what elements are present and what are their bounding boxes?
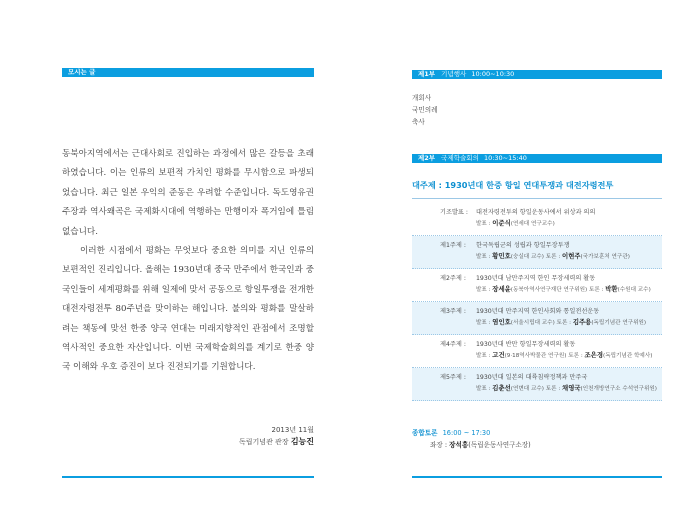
part1-header-bar	[412, 70, 662, 79]
part1-title: 기념행사	[441, 70, 467, 78]
greeting-paragraph-2: 이러한 시점에서 평화는 무엇보다 중요한 의미를 지닌 인류의 보편적인 진리입니다. 올해는 1930년대 중국 만주에서 한국인과 중국인들이 세계평화를 위해 일제에 맞서 공동으로 항일투쟁을 전개한 대전자령전투 80주년을 맞이하는 해입니다. 불의와 평화를 말살하려는 책동에 맞선 한중 양국 연대는 미래지향적인 관점에서 조명할 역사적인 중요한 자산입니다. 이번 국제학술회의를 계기로 한중 양국 이해와 우호 증진이 보다 진전되기를 기원합니다.	[62, 246, 314, 373]
session-label: 제1주제 :	[440, 242, 466, 249]
conference-main-theme: 대주제 : 1930년대 한중 항일 연대투쟁과 대전자령전투	[412, 180, 614, 190]
closing-chair: 좌장 : 장석흥(독립운동사연구소장)	[430, 441, 531, 449]
presenter-name: 김춘선	[492, 384, 511, 392]
session-topic: 대전자령전투의 항일운동사에서 위상과 의의	[476, 209, 596, 216]
chair-name: 장석흥	[449, 441, 469, 449]
discussant-name: 김주용	[572, 318, 592, 326]
session-row	[412, 335, 662, 368]
signature-block	[239, 436, 314, 447]
discussant-name: 이현주	[562, 252, 581, 260]
ceremony-list	[412, 92, 437, 128]
session-credits: 발표 : 염인호(서울시립대 교수) 토론 : 김주용(독립기념관 연구위원)	[476, 318, 647, 326]
session-topic: 1930년대 일본의 대륙침략정책과 만주국	[476, 374, 588, 381]
session-label: 제3주제 :	[440, 308, 466, 315]
session-row	[412, 302, 662, 335]
ceremony-item: 국민의례	[412, 106, 438, 114]
session-label: 제4주제 :	[440, 341, 466, 348]
right-bottom-rule	[412, 476, 662, 478]
closing-time: 16:00 ~ 17:30	[442, 429, 491, 437]
session-topic: 1930년대 남만주지역 한인 무장세력의 활동	[476, 275, 596, 282]
session-topic: 1930년대 반만 항일무장세력의 활동	[476, 341, 576, 348]
part2-label: 제2부	[418, 154, 436, 162]
signature-date: 2013년 11월	[271, 426, 314, 434]
greeting-header: 모시는 글	[68, 68, 96, 76]
session-label: 기조발표 :	[440, 209, 468, 216]
part2-header-bar	[412, 154, 662, 163]
presenter-name: 염인호	[492, 318, 511, 326]
session-topic: 한국독립군의 성립과 항일무장투쟁	[476, 242, 570, 249]
left-bottom-rule	[62, 476, 314, 478]
part2-time: 10:30~15:40	[483, 154, 527, 162]
session-label: 제2주제 :	[440, 275, 466, 282]
ceremony-item: 개회사	[412, 94, 432, 102]
session-label: 제5주제 :	[440, 374, 466, 381]
session-row	[412, 269, 662, 302]
session-row	[412, 368, 662, 401]
closing-title: 종합토론	[412, 429, 438, 437]
session-credits: 발표 : 황민호(숭실대 교수) 토론 : 이현주(국가보훈처 연구관)	[476, 252, 630, 260]
closing-discussion	[412, 427, 531, 449]
greeting-letter	[62, 145, 314, 378]
presenter-name: 이준식	[492, 219, 511, 227]
presenter-name: 황민호	[492, 252, 511, 260]
session-credits: 발표 : 김춘선(연변대 교수) 토론 : 채영국(인천개방연구소 수석연구위원)	[476, 384, 657, 392]
greeting-paragraph-1: 동북아지역에서는 근대사회로 진입하는 과정에서 많은 갈등을 초래하였습니다. 이는 인류의 보편적 가치인 평화를 무시함으로 파생되었습니다. 최근 일본 우익의 준동은 우려할 수준입니다. 독도영유권 주장과 역사왜곡은 국제화시대에 역행하는 만행이자 폭거임에 틀림없습니다.	[62, 149, 314, 237]
discussant-name: 채영국	[562, 384, 581, 392]
session-credits: 발표 : 장세윤(동북아역사연구재단 연구위원) 토론 : 박환(수원대 교수)	[476, 285, 651, 293]
discussant-name: 박환	[605, 285, 618, 293]
session-credits: 발표 : 고건(9·18역사박물관 연구원) 토론 : 조은경(독립기념관 학예사)	[476, 351, 653, 359]
conference-title-rule	[412, 198, 662, 199]
part2-title: 국제학술회의	[441, 154, 479, 162]
session-topic: 1930년대 만주지역 한인사회와 통일전선운동	[476, 308, 600, 315]
signature-name: 김능진	[290, 437, 314, 446]
session-list	[412, 203, 662, 401]
part1-label: 제1부	[418, 70, 436, 78]
session-credits: 발표 : 이준식(연세대 연구교수)	[476, 219, 555, 227]
discussant-name: 조은경	[584, 351, 604, 359]
presenter-name: 고건	[492, 351, 505, 359]
signature-org: 독립기념관 관장	[239, 438, 289, 446]
part1-time: 10:00~10:30	[471, 70, 515, 78]
presenter-name: 장세윤	[492, 285, 511, 293]
session-row	[412, 236, 662, 269]
session-row	[412, 203, 662, 236]
greeting-header-bar	[62, 68, 314, 77]
ceremony-item: 축사	[412, 118, 425, 126]
